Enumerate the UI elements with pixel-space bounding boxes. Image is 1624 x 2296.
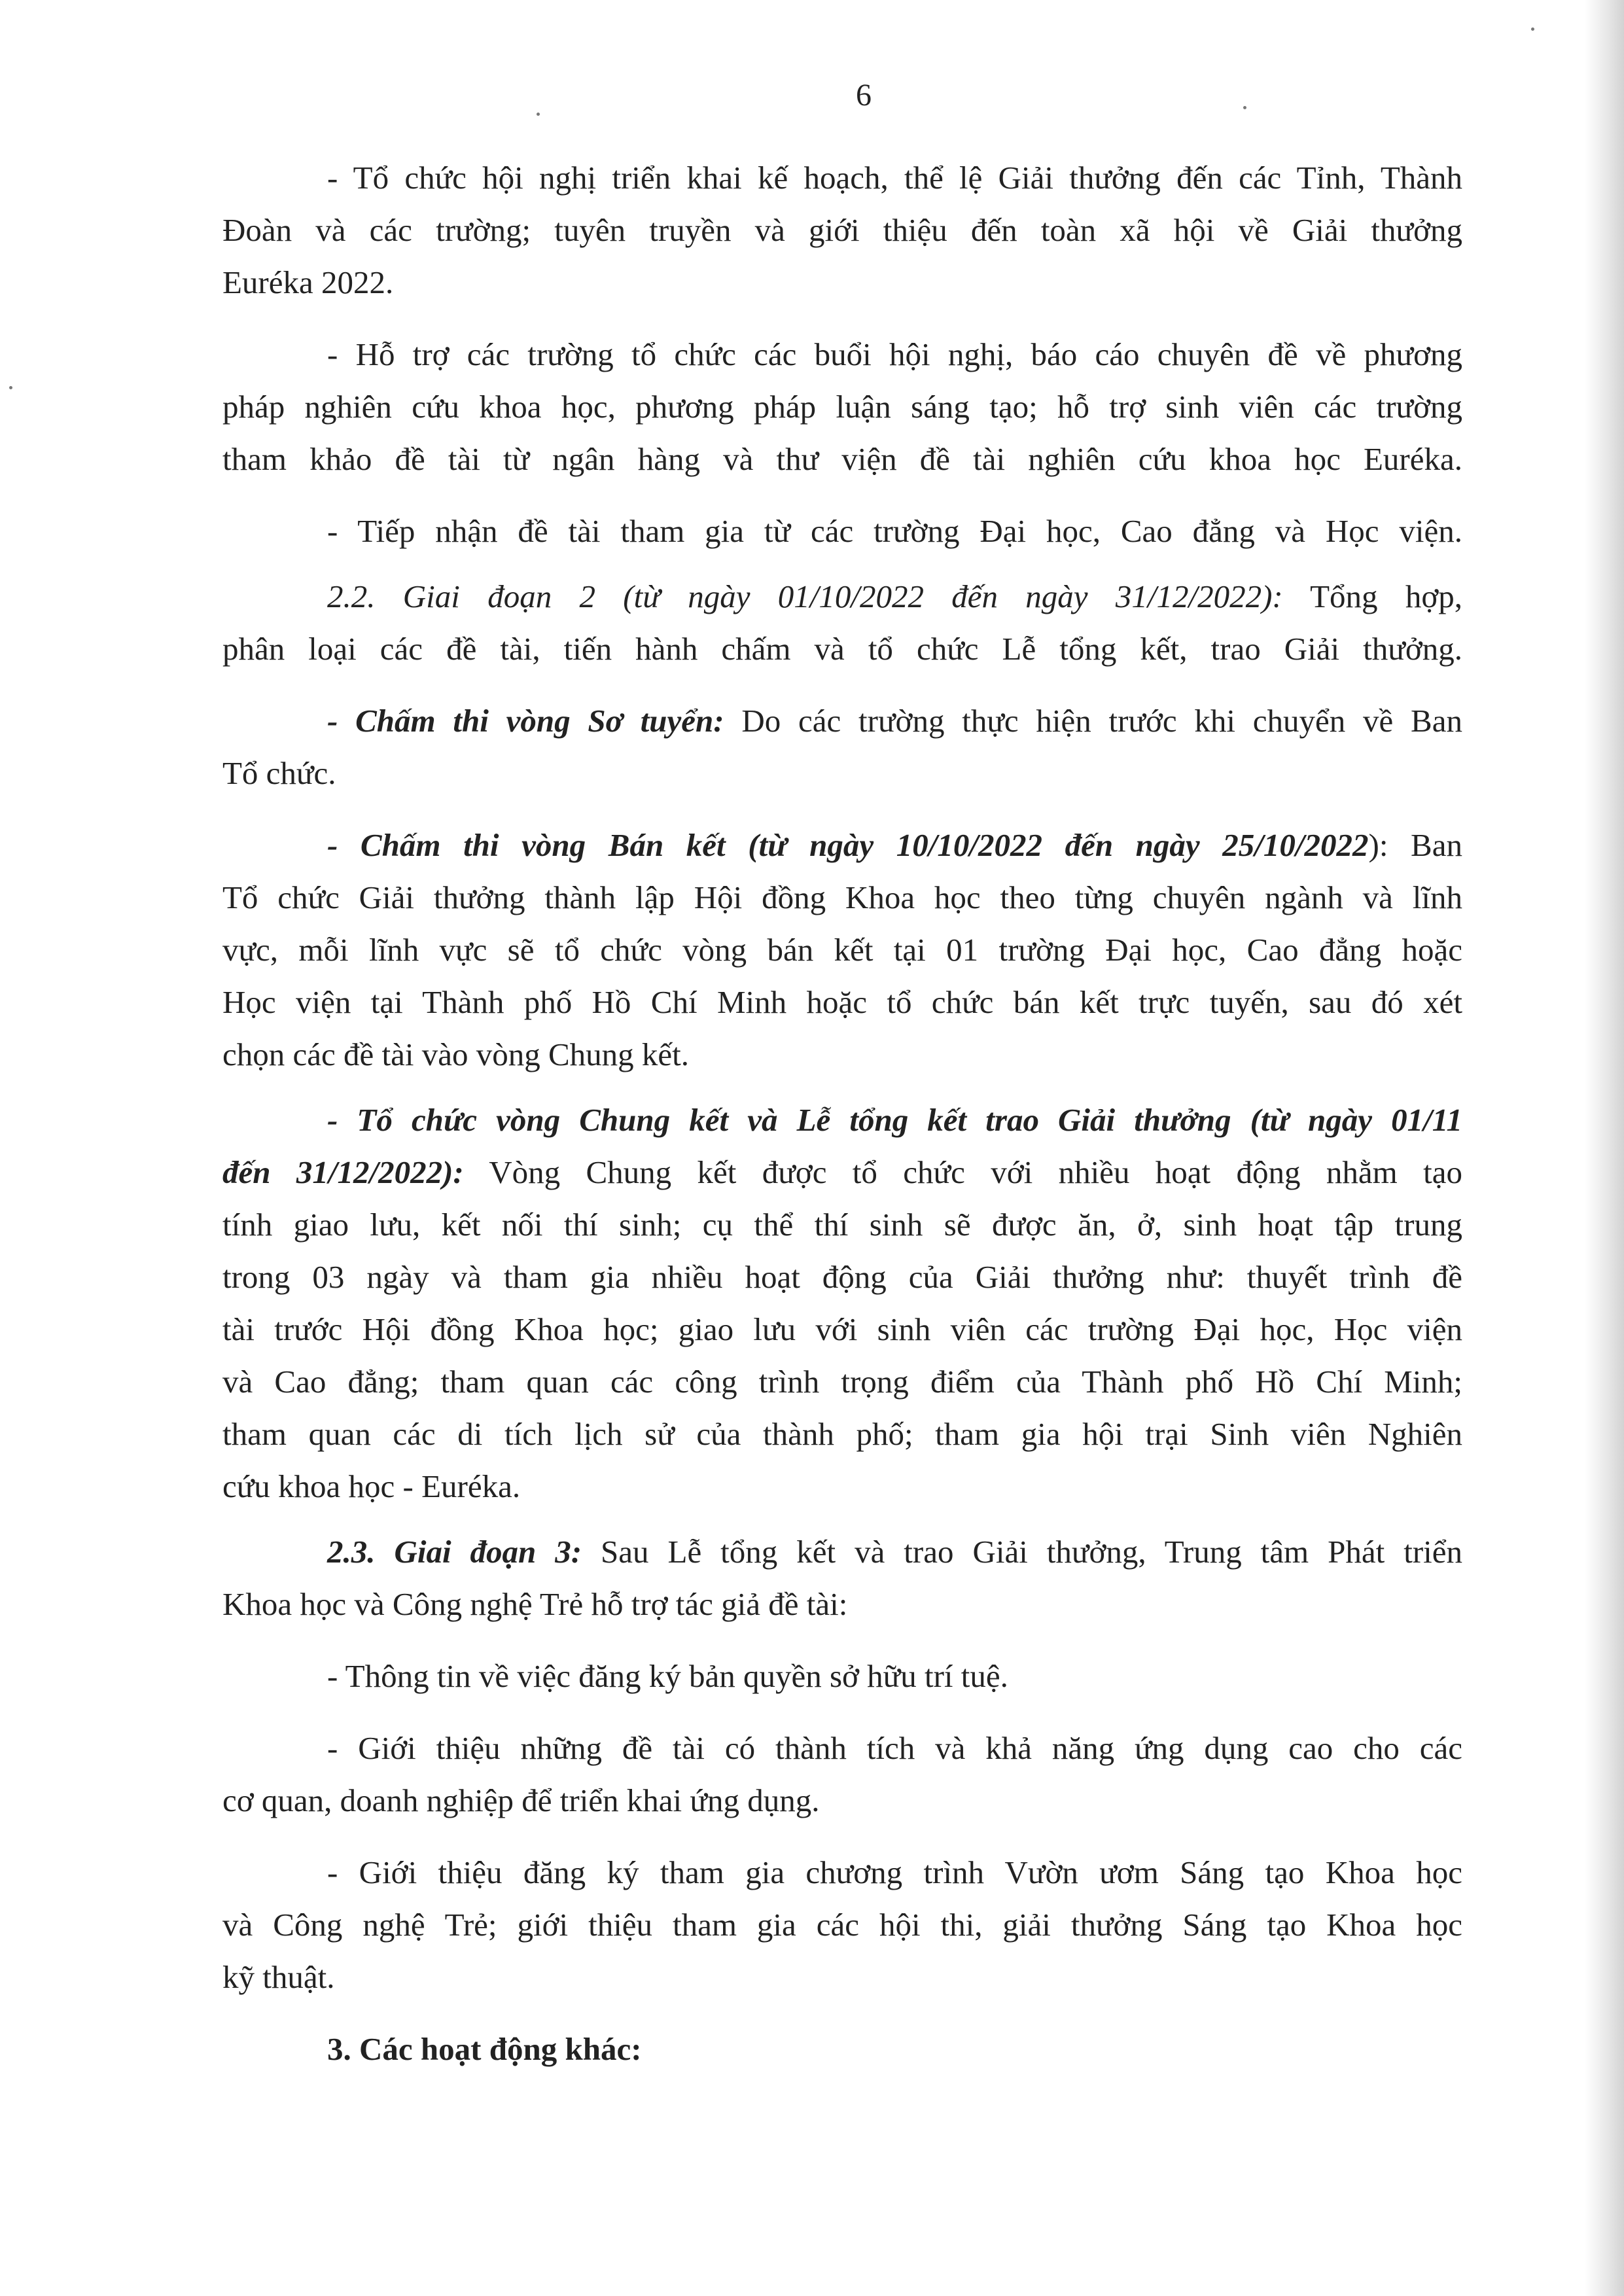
text-run: Ban [1388,827,1462,863]
text-line: pháp nghiên cứu khoa học, phương pháp luận sáng tạo; hỗ trợ sinh viên các trường [222,389,1462,425]
text-line: - Giới thiệu những đề tài có thành tích và khả năng ứng dụng cao cho các [327,1730,1462,1766]
text-run: Sau Lễ tổng kết và trao Giải thưởng, Trung tâm Phát triển [582,1534,1462,1570]
scan-speck [537,113,540,116]
text-line: phân loại các đề tài, tiến hành chấm và tổ chức Lễ tổng kết, trao Giải thưởng. [222,631,1462,667]
text-line: tính giao lưu, kết nối thí sinh; cụ thể thí sinh sẽ được ăn, ở, sinh hoạt tập trung [222,1207,1462,1243]
text-line [222,1526,1462,1578]
text-run: Do các trường thực hiện trước khi chuyển về Ban [724,703,1462,739]
scan-speck [1243,106,1246,109]
paragraph-final-round [222,1094,1462,1513]
text-line [222,695,1462,747]
text-line: Đoàn và các trường; tuyên truyền và giới thiệu đến toàn xã hội về Giải thưởng [222,212,1462,248]
text-line [222,1146,1462,1199]
paragraph-1 [222,152,1462,309]
text-line: tài trước Hội đồng Khoa học; giao lưu với sinh viên các trường Đại học, Học viện [222,1311,1462,1347]
paragraph-9 [222,1650,1462,1703]
text-line [222,571,1462,623]
semifinal-heading: - Chấm thi vòng Bán kết (từ ngày 10/10/2022 đến ngày 25/10/2022 [327,827,1369,863]
section-3-heading-block [222,2023,1462,2075]
text-line: Học viện tại Thành phố Hồ Chí Minh hoặc tổ chức bán kết trực tuyến, sau đó xét [222,984,1462,1020]
text-line: kỹ thuật. [222,1959,335,1995]
text-line: vực, mỗi lĩnh vực sẽ tổ chức vòng bán kết tại 01 trường Đại học, Cao đẳng hoặc [222,932,1462,968]
text-line: - Hỗ trợ các trường tổ chức các buổi hội nghị, báo cáo chuyên đề về phương [327,336,1462,372]
scan-speck [1531,27,1534,31]
text-line: - Tiếp nhận đề tài tham gia từ các trường Đại học, Cao đẳng và Học viện. [327,513,1462,549]
paragraph-11 [222,1846,1462,2004]
text-line: và Công nghệ Trẻ; giới thiệu tham gia các hội thi, giải thưởng Sáng tạo Khoa học [222,1907,1462,1943]
text-line: Khoa học và Công nghệ Trẻ hỗ trợ tác giả đề tài: [222,1586,848,1622]
paragraph-semifinal-round [222,819,1462,1081]
text-line [222,819,1462,872]
phase-3-heading: 2.3. Giai đoạn 3: [327,1534,582,1570]
paragraph-preliminary-round [222,695,1462,800]
text-run: ): [1368,827,1388,863]
text-line: tham quan các di tích lịch sử của thành phố; tham gia hội trại Sinh viên Nghiên [222,1416,1462,1452]
text-line: chọn các đề tài vào vòng Chung kết. [222,1036,690,1072]
text-line: - Tổ chức hội nghị triển khai kế hoạch, thể lệ Giải thưởng đến các Tỉnh, Thành [327,160,1462,196]
final-heading-cont: đến 31/12/2022): [222,1154,464,1190]
text-line: và Cao đẳng; tham quan các công trình trọng điểm của Thành phố Hồ Chí Minh; [222,1364,1462,1400]
text-line: tham khảo đề tài từ ngân hàng và thư viện đề tài nghiên cứu khoa học Euréka. [222,441,1462,477]
preliminary-heading: - Chấm thi vòng Sơ tuyển: [327,703,724,739]
text-run: Tổng hợp, [1282,578,1462,614]
phase-2-heading: 2.2. Giai đoạn 2 (từ ngày 01/10/2022 đến ngày 31/12/2022): [327,578,1283,614]
text-line: trong 03 ngày và tham gia nhiều hoạt động của Giải thưởng như: thuyết trình đề [222,1259,1462,1295]
text-line: cứu khoa học - Euréka. [222,1468,521,1504]
text-line: Tổ chức. [222,755,336,791]
text-line: cơ quan, doanh nghiệp để triển khai ứng dụng. [222,1782,820,1818]
text-line: Euréka 2022. [222,264,394,300]
text-line: - Giới thiệu đăng ký tham gia chương trình Vườn ươm Sáng tạo Khoa học [327,1854,1462,1890]
text-line: Tổ chức Giải thưởng thành lập Hội đồng Khoa học theo từng chuyên ngành và lĩnh [222,879,1462,915]
paragraph-phase-2 [222,571,1462,675]
text-line: - Thông tin về việc đăng ký bản quyền sở hữu trí tuệ. [327,1658,1008,1694]
section-3-title: 3. Các hoạt động khác: [327,2031,642,2067]
scan-edge-shadow [1585,0,1624,2296]
paragraph-phase-3 [222,1526,1462,1631]
paragraph-3 [222,505,1462,557]
text-run: Vòng Chung kết được tổ chức với nhiều hoạt động nhằm tạo [463,1154,1462,1190]
scan-speck [9,386,12,389]
paragraph-2 [222,328,1462,486]
page-number: 6 [856,78,872,113]
paragraph-10 [222,1722,1462,1827]
final-heading: - Tổ chức vòng Chung kết và Lễ tổng kết trao Giải thưởng (từ ngày 01/11 [327,1102,1462,1138]
